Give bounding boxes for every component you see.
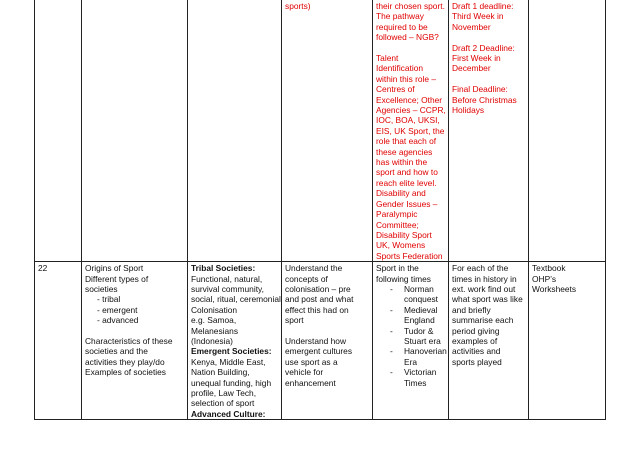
cell-text-line: examples of (452, 335, 498, 346)
cell-text-line: November (452, 21, 491, 32)
cell-text-line: Nation Building, (191, 367, 250, 378)
cell-text-line: colonisation – pre (285, 283, 351, 294)
cell-text-line: period giving (452, 325, 500, 336)
cell-text-line: Emergent Societies: (191, 346, 272, 357)
outcomes-cell-continued (282, 0, 373, 262)
resources-cell-empty (529, 0, 606, 262)
cell-text-line: Excellence; Other (376, 94, 443, 105)
cell-text-line: For each of the (452, 263, 509, 274)
dash-marker: - (390, 346, 393, 357)
cell-text-line: Sports Federation (376, 250, 443, 261)
cell-text-line: Melanesians (191, 325, 239, 336)
cell-text-line: First Week in (452, 53, 501, 64)
cell-text-line: Gender Issues – (376, 198, 438, 209)
dash-marker: - (390, 367, 393, 378)
table-row-continued (35, 0, 606, 262)
cell-text-line: Times (404, 377, 427, 388)
cell-text-line: these agencies (376, 146, 433, 157)
cell-text-line: England (404, 315, 435, 326)
cell-text-line: Talent (376, 53, 399, 64)
cell-text-line: followed – NGB? (376, 32, 439, 43)
cell-text-line: Final Deadline: (452, 84, 508, 95)
assessment-cell (449, 262, 529, 420)
activity-period: Norman (404, 283, 434, 294)
cell-text-line: Examples of societies (85, 367, 166, 378)
cell-text-line: what sport was like (452, 294, 523, 305)
cell-text-line: Characteristics of these (85, 335, 173, 346)
blank-line (376, 43, 445, 53)
cell-text-line: Agencies – CCPR, (376, 105, 446, 116)
cell-text-line: e.g. Samoa, (191, 315, 237, 326)
cell-text-line: survival community, (191, 283, 264, 294)
cell-text-line: Sport in the (376, 263, 419, 274)
cell-text-line: profile, Law Tech, (191, 388, 257, 399)
blank-line (285, 326, 369, 336)
cell-text-line (376, 326, 445, 336)
cell-text-line (376, 284, 445, 294)
cell-text-line (376, 346, 445, 356)
cell-text-line: Before Christmas (452, 94, 517, 105)
cell-text-line: Colonisation (191, 304, 238, 315)
cell-text-line: Holidays (452, 105, 485, 116)
cell-text-line: emergent cultures (285, 346, 353, 357)
cell-text-line: - emergent (97, 304, 138, 315)
cell-text-line: EIS, UK Sport, the (376, 125, 445, 136)
cell-text-line: OHP’s (532, 273, 557, 284)
cell-text-line: use sport as a (285, 356, 338, 367)
cell-text-line: following times (376, 273, 431, 284)
cell-text-line: (Indonesia) (191, 335, 233, 346)
cell-text-line: Paralympic (376, 209, 418, 220)
cell-text-line: Disability and (376, 188, 426, 199)
cell-text-line: social, ritual, ceremonial (191, 294, 281, 305)
cell-text-line: IOC, BOA, UKSI, (376, 115, 440, 126)
cell-text-line: reach elite level. (376, 177, 437, 188)
activity-period: Victorian (404, 367, 437, 378)
cell-text-line: sports) (285, 1, 311, 11)
cell-text-line: Tribal Societies: (191, 263, 256, 274)
cell-text-line: activities and (452, 346, 501, 357)
content-cell-empty (188, 0, 282, 262)
cell-text-line: Functional, natural, (191, 273, 263, 284)
cell-text-line: effect this had on (285, 304, 349, 315)
topic-cell (82, 262, 188, 420)
cell-text-line: Era (404, 356, 418, 367)
cell-text-line: Centres of (376, 84, 415, 95)
cell-text-line: and post and what (285, 294, 354, 305)
cell-text-line (376, 367, 445, 377)
cell-text-line: Disability Sport (376, 229, 432, 240)
cell-text-line: summarise each (452, 315, 514, 326)
deadlines-cell (449, 0, 529, 262)
cell-text-line: unequal funding, high (191, 377, 272, 388)
cell-text-line: sport and how to (376, 167, 438, 178)
cell-text-line: Advanced Culture: (191, 408, 266, 419)
cell-text-line: Identification (376, 63, 424, 74)
cell-text-line: sport (285, 315, 304, 326)
cell-text-line: - tribal (97, 294, 121, 305)
activity-period: Hanoverian (404, 346, 447, 357)
week-number-cell (35, 262, 82, 420)
cell-text-line: Worksheets (532, 283, 577, 294)
cell-text-line: sports played (452, 356, 502, 367)
scheme-of-work-table (34, 0, 606, 420)
cell-text-line: within this role – (376, 73, 437, 84)
blank-line (452, 74, 525, 84)
cell-text-line: Origins of Sport (85, 263, 144, 274)
activities-cell (373, 262, 449, 420)
cell-text-line: Kenya, Middle East, (191, 356, 266, 367)
cell-text-line: Different types of (85, 273, 149, 284)
tasks-cell-continued (373, 0, 449, 262)
cell-text-line: UK, Womens (376, 240, 426, 251)
cell-text-line: conquest (404, 294, 438, 305)
dash-marker: - (390, 304, 393, 315)
cell-text-line: Committee; (376, 219, 419, 230)
cell-text-line: selection of sport (191, 398, 255, 409)
table-row-week-22 (35, 262, 606, 420)
outcomes-cell (282, 262, 373, 420)
content-cell (188, 262, 282, 420)
dash-marker: - (390, 325, 393, 336)
cell-text-line: enhancement (285, 377, 336, 388)
cell-text-line: required to be (376, 21, 428, 32)
activity-period: Tudor & (404, 325, 434, 336)
cell-text-line: December (452, 63, 491, 74)
cell-text-line: Understand how (285, 335, 346, 346)
week-cell-empty (35, 0, 82, 262)
blank-line (452, 32, 525, 42)
blank-line (85, 326, 184, 336)
dash-marker: - (390, 283, 393, 294)
cell-text-line: Understand the (285, 263, 343, 274)
cell-text-line: has within the (376, 157, 428, 168)
cell-text-line: Third Week in (452, 11, 504, 22)
cell-text-line: The pathway (376, 11, 424, 22)
activity-period: Medieval (404, 304, 438, 315)
cell-text-line (376, 305, 445, 315)
cell-text-line: and briefly (452, 304, 491, 315)
cell-text-line: role that each of (376, 136, 437, 147)
cell-text-line: Stuart era (404, 335, 441, 346)
resources-cell (529, 262, 606, 420)
cell-text-line: activities they play/do (85, 356, 165, 367)
week-number: 22 (38, 263, 48, 274)
cell-text-line: societies and the (85, 346, 148, 357)
cell-text-line: Textbook (532, 263, 566, 274)
cell-text-line: concepts of (285, 273, 328, 284)
topic-cell-empty (82, 0, 188, 262)
cell-text-line: societies (85, 283, 118, 294)
cell-text-line: times in history in (452, 273, 517, 284)
cell-text-line: their chosen sport. (376, 1, 445, 11)
cell-text-line: vehicle for (285, 367, 324, 378)
cell-text-line: Draft 2 Deadline: (452, 42, 515, 53)
cell-text-line: - advanced (97, 315, 139, 326)
cell-text-line: Draft 1 deadline: (452, 1, 514, 11)
cell-text-line: ext. work find out (452, 283, 516, 294)
